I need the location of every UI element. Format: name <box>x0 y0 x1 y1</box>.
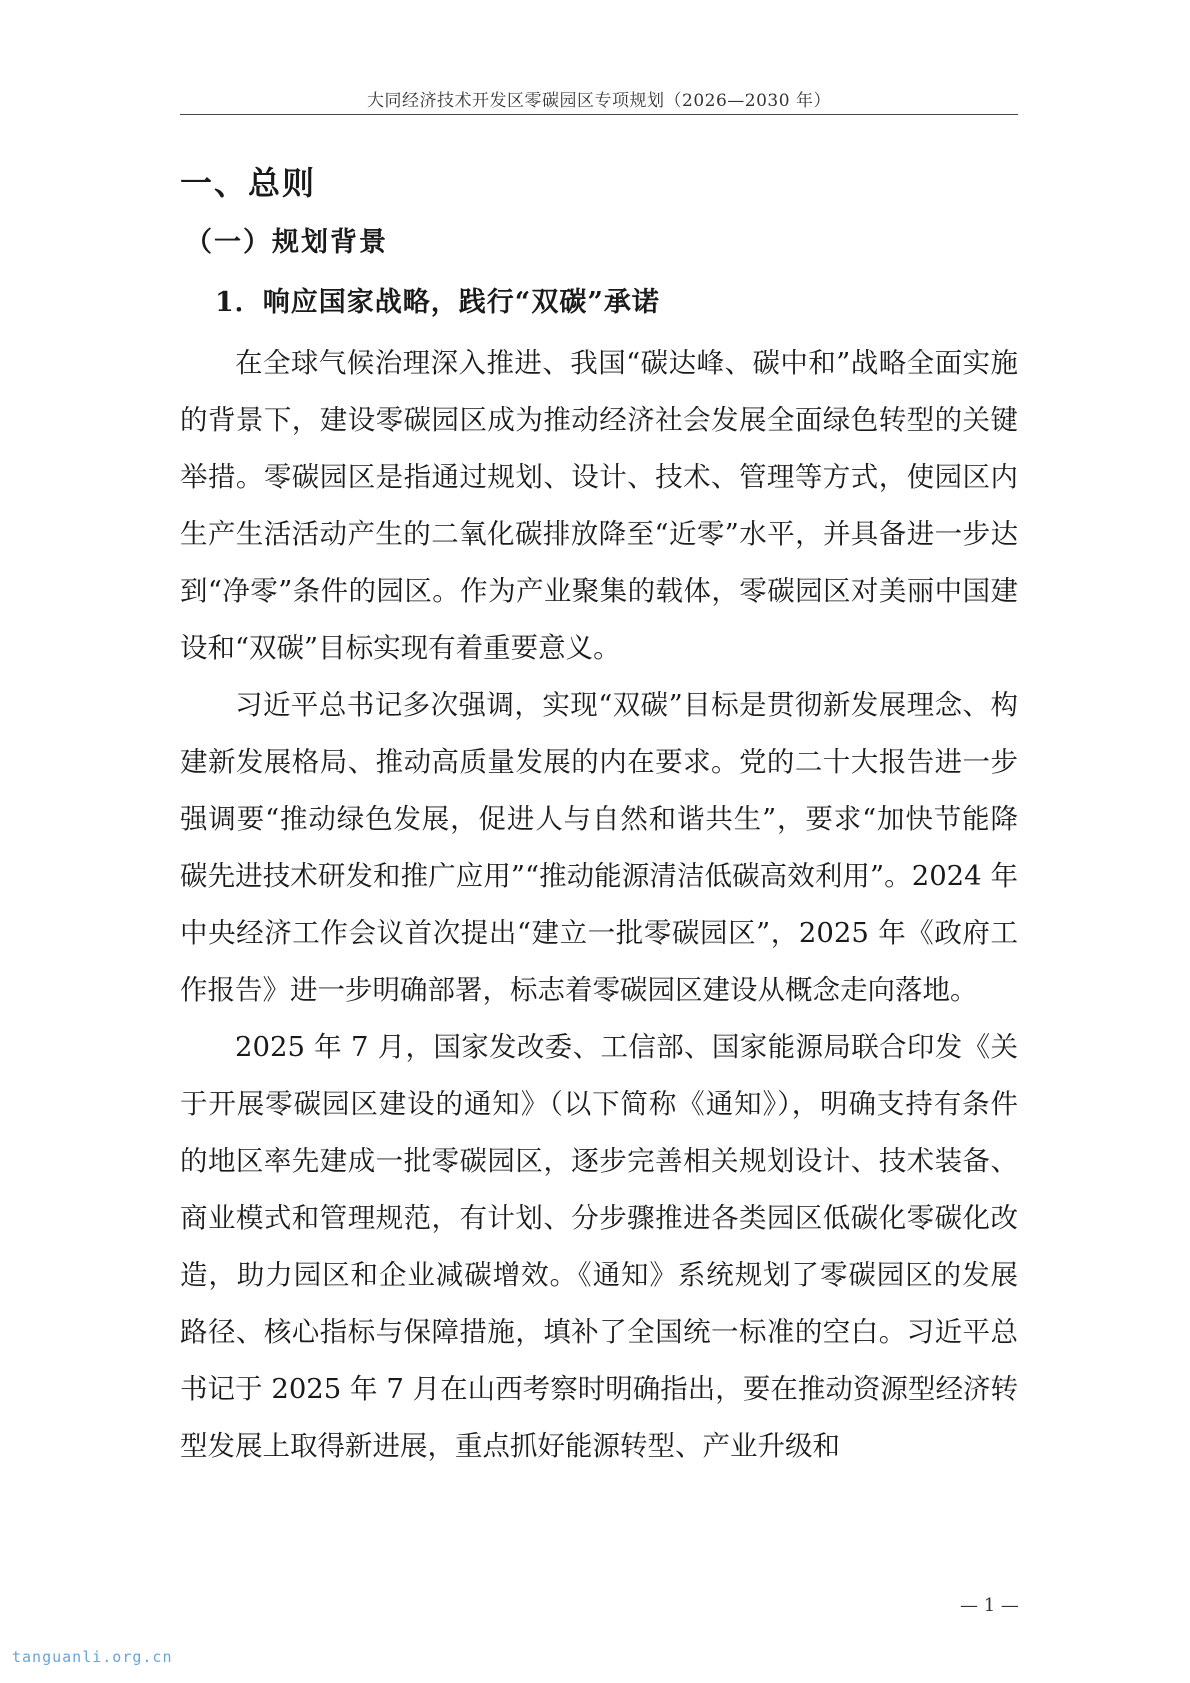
header-divider <box>180 114 1018 115</box>
subsection-heading: （一）规划背景 <box>185 227 388 258</box>
running-header: 大同经济技术开发区零碳园区专项规划（2026—2030 年） <box>367 91 831 111</box>
paragraph-1: 在全球气候治理深入推进、我国“碳达峰、碳中和”战略全面实施的背景下，建设零碳园区成为推动经济社会发展全面绿色转型的关键举措。零碳园区是指通过规划、设计、技术、管理等方式，使园区内生产生活活动产生的二氧化碳排放降至“近零”水平，并具备进一步达到“净零”条件的园区。作为产业聚集的载体，零碳园区对美丽中国建设和“双碳”目标实现有着重要意义。 <box>180 347 1018 664</box>
section-heading: 一、总则 <box>180 164 317 202</box>
page-number: — 1 — <box>960 1595 1019 1616</box>
sub-subsection-heading: 1．响应国家战略，践行“双碳”承诺 <box>215 287 660 318</box>
body-text <box>180 335 1018 1475</box>
paragraph-2: 习近平总书记多次强调，实现“双碳”目标是贯彻新发展理念、构建新发展格局、推动高质量发展的内在要求。党的二十大报告进一步强调要“推动绿色发展，促进人与自然和谐共生”，要求“加快节能降碳先进技术研发和推广应用”“推动能源清洁低碳高效利用”。2024 年中央经济工作会议首次提出“建立一批零碳园区”，2025 年《政府工作报告》进一步明确部署，标志着零碳园区建设从概念走向落地。 <box>180 689 1018 1006</box>
site-watermark: tanguanli.org.cn <box>12 1648 173 1666</box>
paragraph-3: 2025 年 7 月，国家发改委、工信部、国家能源局联合印发《关于开展零碳园区建设的通知》（以下简称《通知》），明确支持有条件的地区率先建成一批零碳园区，逐步完善相关规划设计、技术装备、商业模式和管理规范，有计划、分步骤推进各类园区低碳化零碳化改造，助力园区和企业减碳增效。《通知》系统规划了零碳园区的发展路径、核心指标与保障措施，填补了全国统一标准的空白。习近平总书记于 2025 年 7 月在山西考察时明确指出，要在推动资源型经济转型发展上取得新进展，重点抓好能源转型、产业升级和 <box>180 1031 1018 1462</box>
